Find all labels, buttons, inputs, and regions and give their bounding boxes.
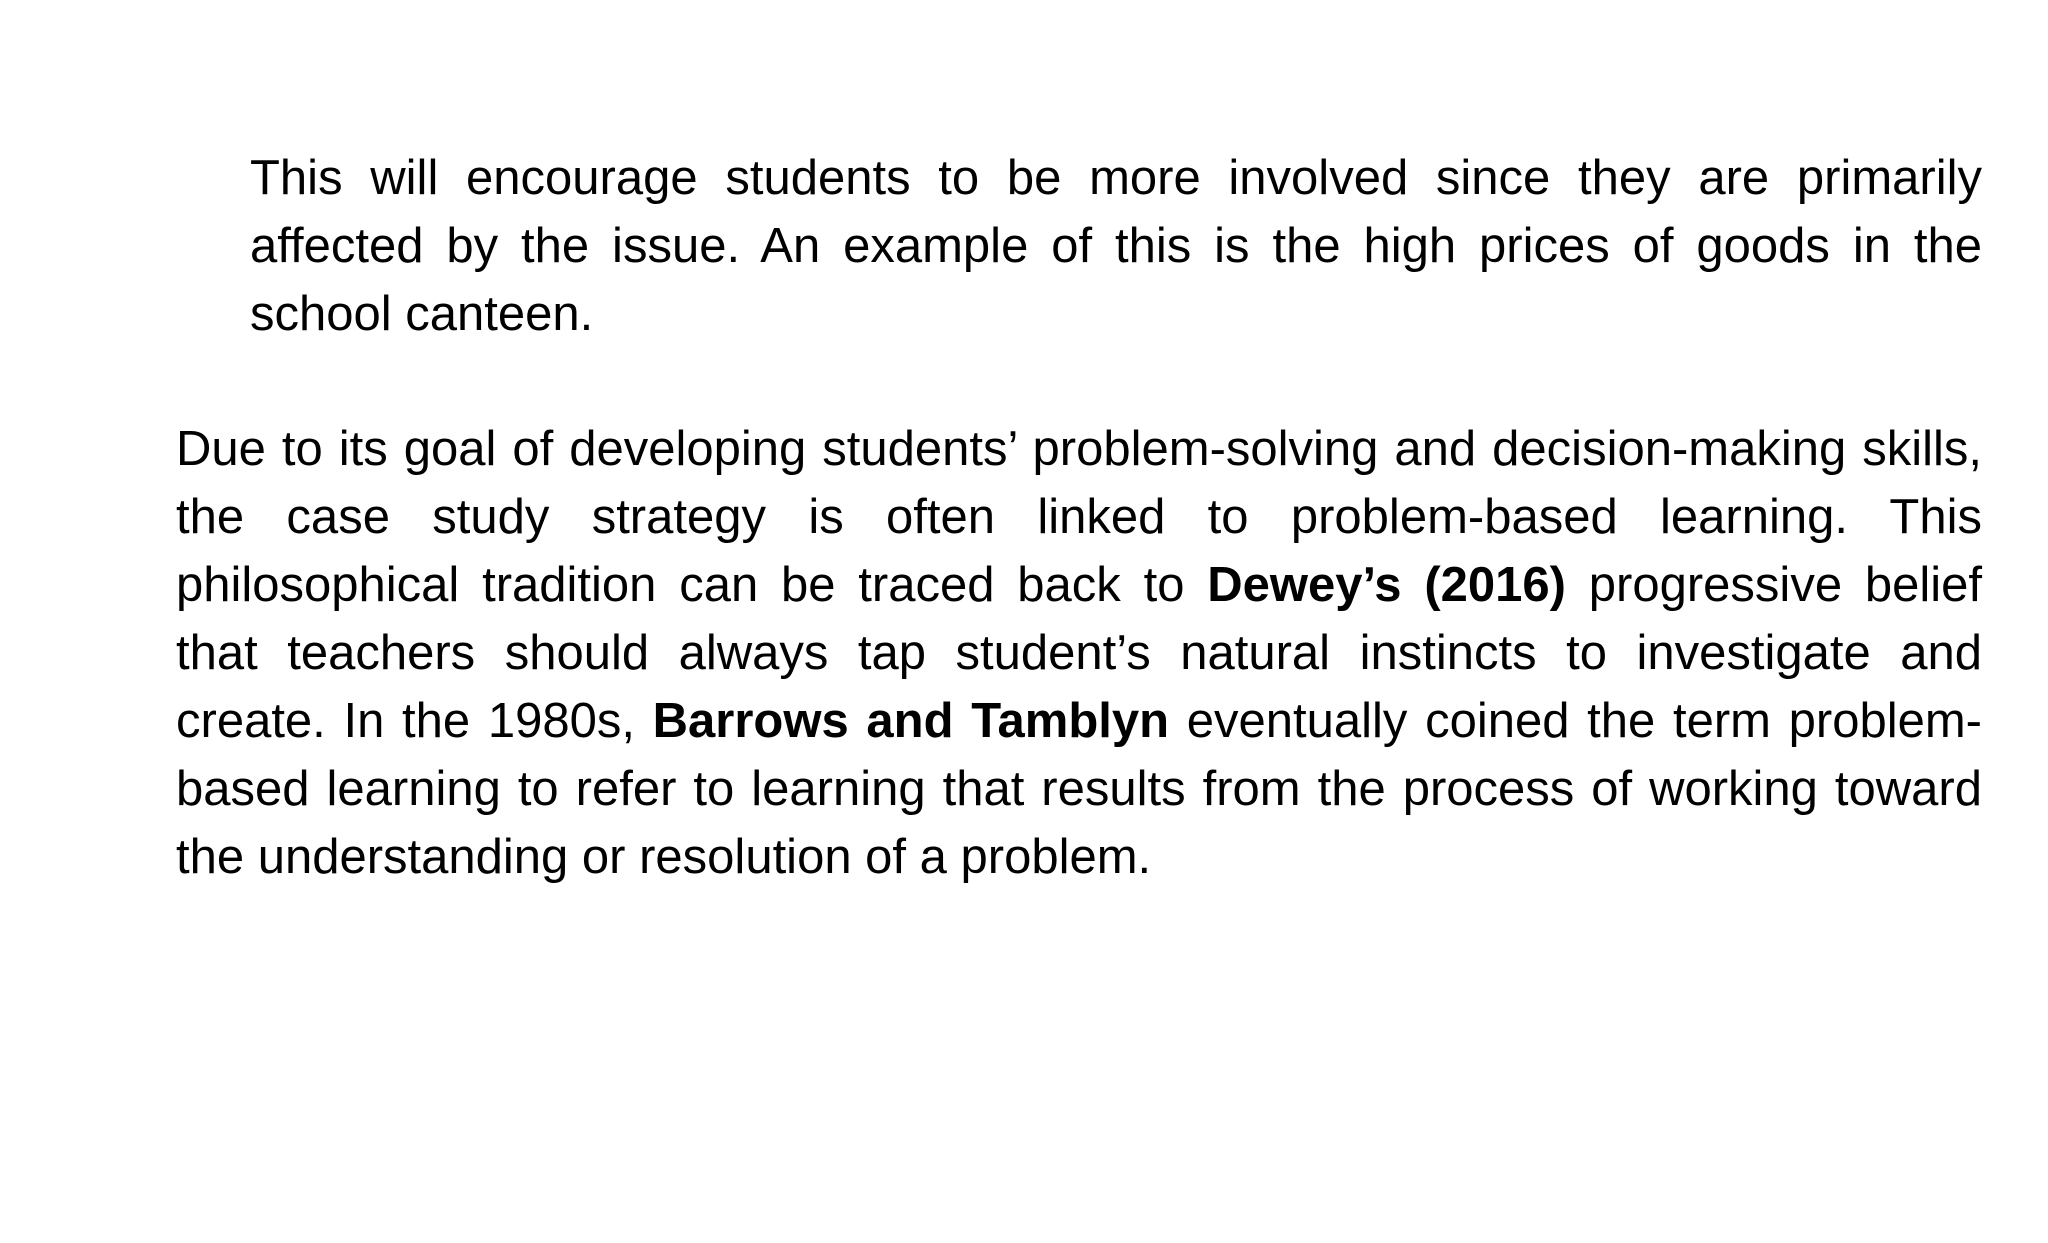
body-text-segment-3: eventually coined the term problem-based learning to refer to learning that results from the process of working toward the understanding or resolution of a problem. bbox=[176, 694, 1982, 884]
citation-barrows-tamblyn: Barrows and Tamblyn bbox=[652, 694, 1170, 748]
indented-paragraph: This will encourage students to be more involved since they are primarily affected by the issue. An example of this is the high prices of goods in the school canteen. bbox=[250, 151, 1982, 341]
body-text-segment-2: progressive belief that teachers should always tap student’s natural instincts to investigate and create. In the 1980s, bbox=[176, 558, 1983, 748]
body-text-segment-1: Due to its goal of developing students’ problem-solving and decision-making skills, the case study strategy is often linked to problem-based learning. This philosophical tradition can be traced back to bbox=[176, 422, 1982, 612]
body-paragraph bbox=[176, 415, 1982, 891]
citation-dewey: Dewey’s (2016) bbox=[1207, 558, 1566, 612]
